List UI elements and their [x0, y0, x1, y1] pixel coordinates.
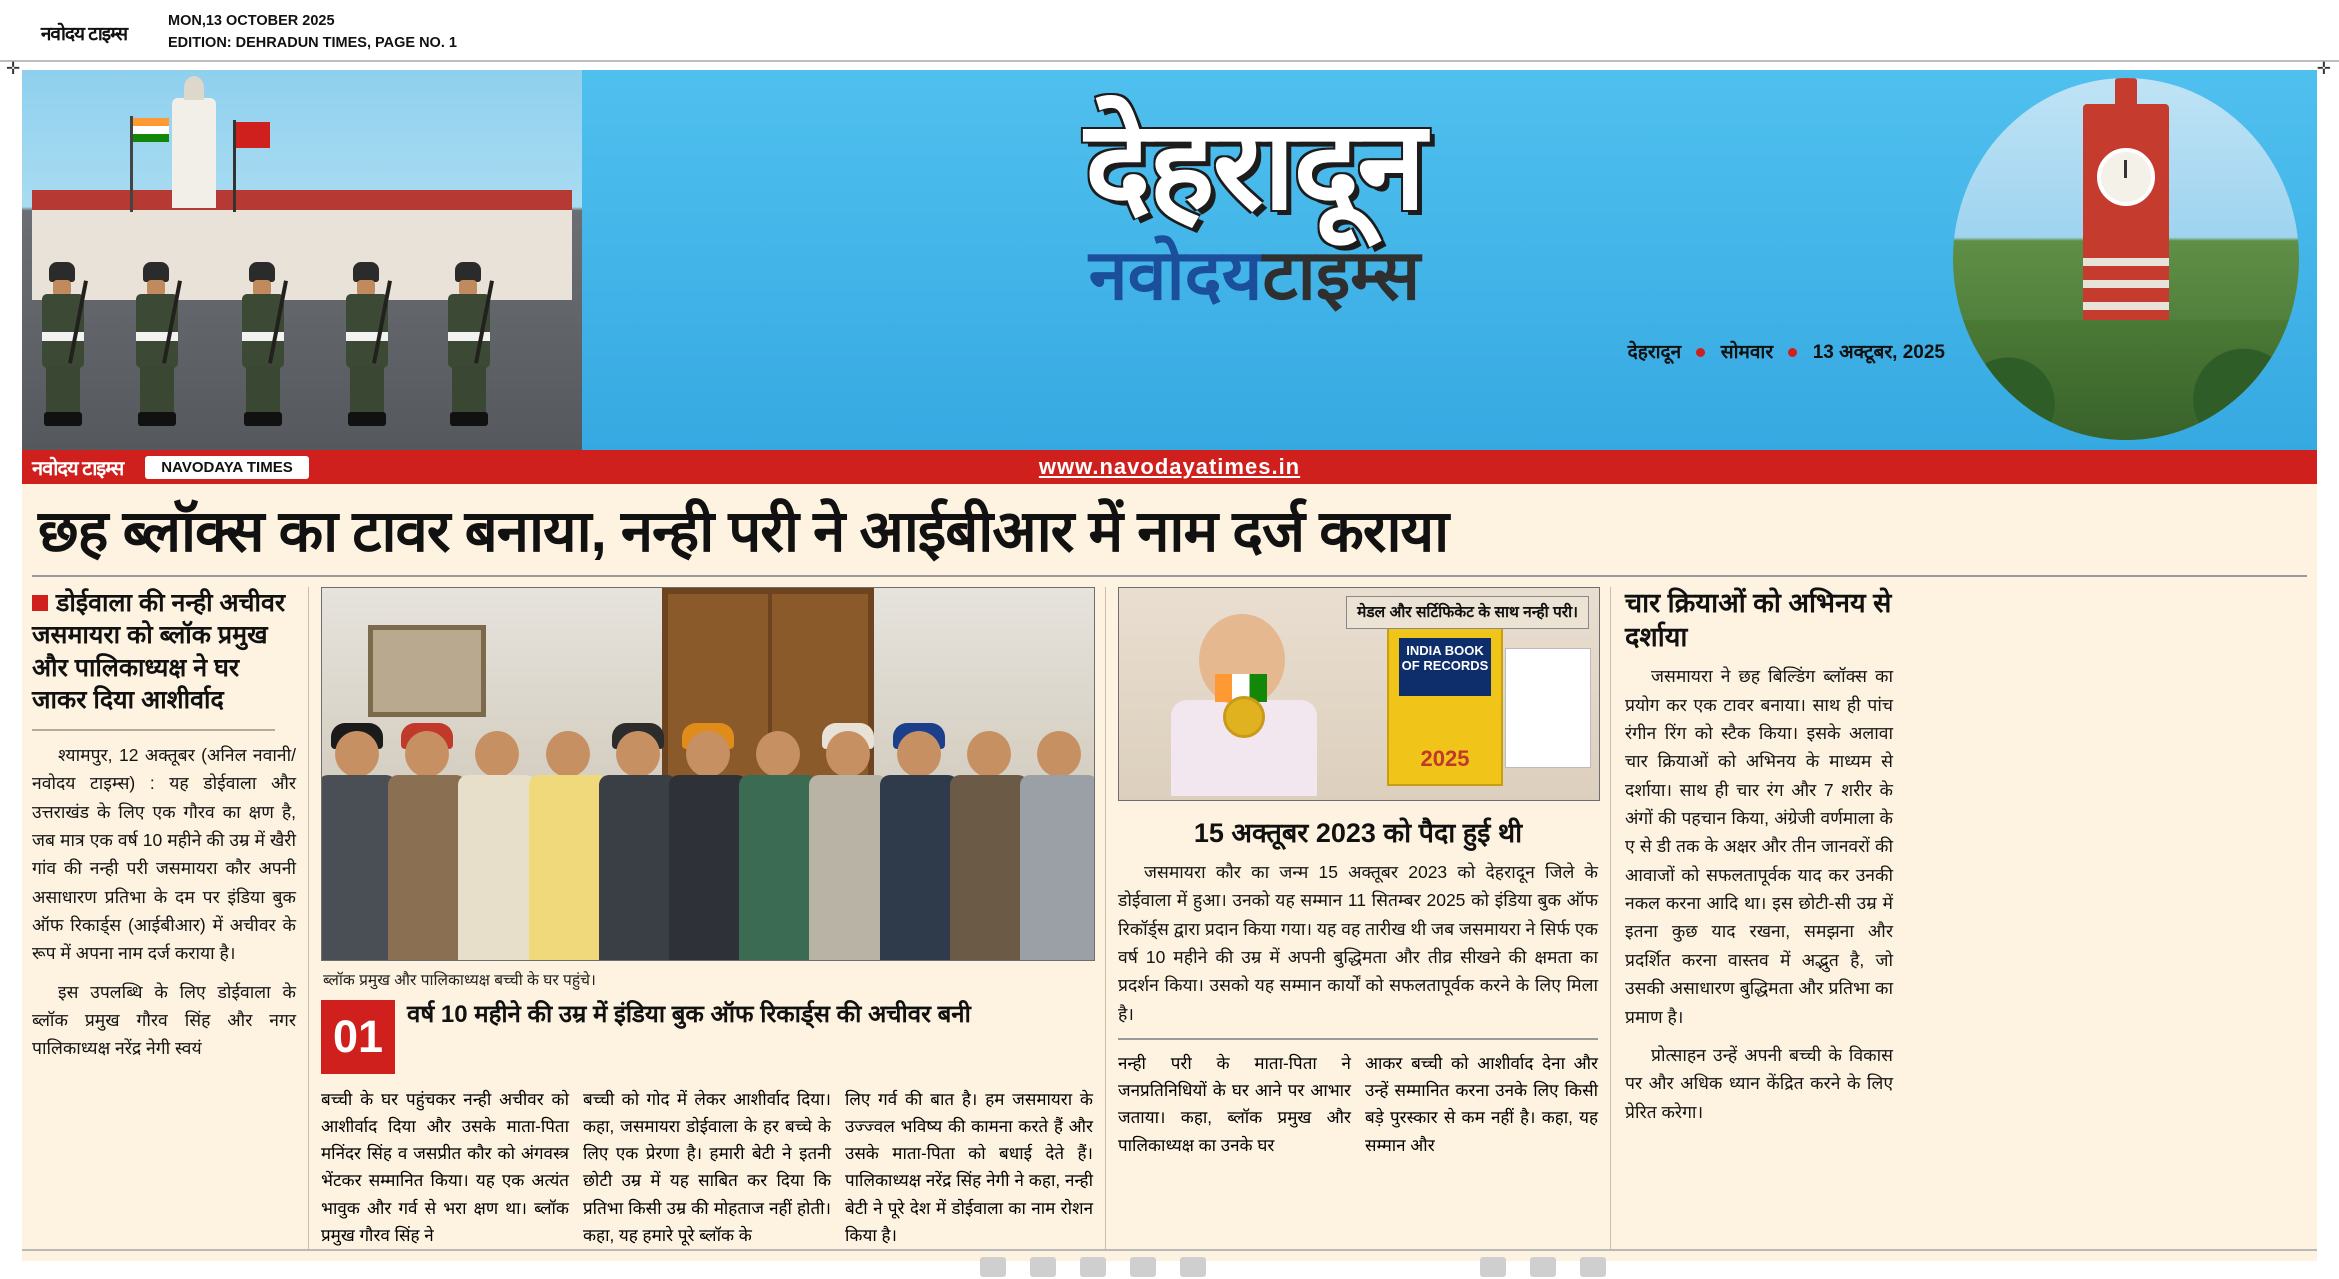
body-column-3: लिए गर्व की बात है। हम जसमायरा के उज्ज्वल भविष्य की कामना करते हैं और उसके माता-पिता को बधाई देते हैं। पालिकाध्यक्ष नरेंद्र सिंह नेगी ने कहा, नन्ही बेटी ने पूरे देश में डोईवाला का नाम रोशन किया है।: [845, 1089, 1093, 1245]
article-lead: [32, 741, 296, 1063]
lead-paragraph-2: इस उपलब्धि के लिए डोईवाला के ब्लॉक प्रमुख गौरव सिंह और नगर पालिकाध्यक्ष नरेंद्र नेगी स्वयं: [32, 981, 296, 1059]
footer-icon: [1580, 1257, 1606, 1277]
masthead-subtitle-grey: टाइम्स: [1262, 236, 1421, 314]
bullet-dot-icon: [1696, 348, 1705, 357]
sidebar-body: [1625, 662, 1893, 1126]
column-right: [1105, 587, 1610, 1249]
column-far-right: [1610, 587, 1893, 1249]
group-photo: [321, 587, 1095, 961]
footer-icons: [0, 1253, 2339, 1279]
footer-icon: [1080, 1257, 1106, 1277]
bottom-column-1: नन्ही परी के माता-पिता ने जनप्रतिनिधियों के घर आने पर आभार जताया। कहा, ब्लॉक प्रमुख और पालिकाध्यक्ष का उनके घर: [1118, 1053, 1351, 1155]
strip-english-name: NAVODAYA TIMES: [145, 456, 308, 479]
masthead-banner: [22, 70, 2317, 450]
divider: [1118, 1038, 1598, 1040]
photo-overlay-caption: मेडल और सर्टिफिकेट के साथ नन्ही परी।: [1346, 596, 1589, 629]
column-center: [309, 587, 1105, 1249]
baby-lead-text: जसमायरा कौर का जन्म 15 अक्तूबर 2023 को देहरादून जिले के डोईवाला में हुआ। उनको यह सम्मान 11 सितम्बर 2025 को इंडिया बुक ऑफ रिकॉर्ड्स द्वारा प्रदान किया गया। यह वह तारीख थी जब जसमायरा ने सिर्फ एक वर्ष 10 महीने की उम्र में अपनी बुद्धिमता और तीव्र सीखने की क्षमता का प्रदर्शन किया। उसको यह सम्मान कार्यों को सफलतापूर्वक करने के लिए मिला है।: [1118, 861, 1598, 1024]
dateline-city: देहरादून: [1627, 342, 1682, 363]
baby-photo: [1118, 587, 1600, 801]
edition-name: EDITION: DEHRADUN TIMES, PAGE NO. 1: [168, 35, 457, 51]
divider: [32, 729, 275, 731]
bullet-dot-icon: [1788, 348, 1797, 357]
masthead-title-block: [522, 97, 1987, 314]
footer-divider: [22, 1249, 2317, 1251]
body-column-2: बच्ची को गोद में लेकर आशीर्वाद दिया। कहा, जसमायरा डोईवाला के हर बच्चे के लिए एक प्रेरणा है। हमारी बेटी ने इतनी छोटी उम्र में यह साबित कर दिया कि प्रतिभा किसी उम्र की मोहताज नहीं होती। कहा, यह हमारे पूरे ब्लॉक के: [583, 1089, 831, 1245]
certificate: [1505, 648, 1591, 768]
book-title-text: INDIA BOOK OF RECORDS: [1399, 638, 1491, 696]
page-title: छह ब्लॉक्स का टावर बनाया, नन्ही परी ने आईबीआर में नाम दर्ज कराया: [38, 499, 1449, 564]
masthead-dateline: [1628, 338, 1945, 364]
brand-strip: [22, 450, 2317, 484]
red-square-icon: [32, 595, 48, 611]
masthead-subtitle: [522, 236, 1987, 314]
sidebar-headline: चार क्रियाओं को अभिनय से दर्शाया: [1625, 587, 1892, 652]
book-year-text: 2025: [1420, 745, 1470, 771]
page-body: [22, 484, 2317, 1261]
footer-icon: [1180, 1257, 1206, 1277]
crop-mark-right: ✛: [2316, 59, 2331, 78]
body-columns: [321, 1086, 1093, 1249]
photo-caption: ब्लॉक प्रमुख और पालिकाध्यक्ष बच्ची के घर पहुंचे।: [323, 971, 596, 989]
divider: [0, 60, 2339, 62]
article-columns: [22, 577, 2317, 1249]
footer-icon: [1480, 1257, 1506, 1277]
bottom-column-2: आकर बच्ची को आशीर्वाद देना और उन्हें सम्मानित करना उनके लिए किसी बड़े पुरस्कार से कम नहीं है। कहा, यह सम्मान और: [1365, 1053, 1598, 1155]
numbered-subhead: [321, 1000, 1093, 1074]
footer-icon: [1030, 1257, 1056, 1277]
sidebar-paragraph-1: जसमायरा ने छह बिल्डिंग ब्लॉक्स का प्रयोग कर एक टावर बनाया। साथ ही पांच रंगीन रिंग को स्टैक किया। इसके अलावा चार क्रियाओं को अभिनय के माध्यम से दर्शाया। साथ ही चार रंग और 7 शरीर के अंगों की पहचान किया, अंग्रेजी वर्णमाला के ए से डी तक के अक्षर और तीन जानवरों की आवाजों को सफलतापूर्वक याद कर उनकी नकल करना आदि था। इस छोटी-सी उम्र में इतना कुछ याद रखना, समझना और प्रदर्शित करना वास्तव में अद्भुत है, जो उसकी असाधारण बुद्धिमता और प्रतिभा का प्रमाण है।: [1625, 666, 1893, 1027]
clock-tower-photo: [1953, 78, 2299, 440]
baby-lead-paragraph: [1118, 858, 1598, 1028]
footer-icon: [1130, 1257, 1156, 1277]
body-column-1: बच्ची के घर पहुंचकर नन्ही अचीवर को आशीर्वाद दिया और उसके माता-पिता मनिंदर सिंह व जसप्रीत कौर को अंगवस्त्र भेंटकर सम्मानित किया। यह एक अत्यंत भावुक और गर्व से भरा क्षण था। ब्लॉक प्रमुख गौरव सिंह ने: [321, 1089, 569, 1245]
bottom-columns: [1118, 1050, 1598, 1159]
website-url[interactable]: www.navodayatimes.in: [1038, 454, 1301, 479]
article-kicker: [32, 587, 296, 717]
crop-mark-left: ✛: [6, 59, 21, 78]
subheadline: वर्ष 10 महीने की उम्र में इंडिया बुक ऑफ रिकार्ड्स की अचीवर बनी: [407, 1000, 971, 1028]
masthead-main-title: देहरादून: [1084, 97, 1425, 235]
section-headline: 15 अक्तूबर 2023 को पैदा हुई थी: [1193, 817, 1523, 848]
strip-logo: नवोदय टाइम्स: [32, 457, 124, 480]
masthead-subtitle-blue: नवोदय: [1088, 236, 1263, 314]
dateline-date: 13 अक्टूबर, 2025: [1812, 342, 1945, 363]
edition-info: [168, 11, 457, 55]
mini-logo: नवोदय टाइम्स: [40, 24, 128, 45]
item-number-badge: 01: [321, 1000, 395, 1074]
sidebar-paragraph-2: प्रोत्साहन उन्हें अपनी बच्ची के विकास पर और अधिक ध्यान केंद्रित करने के लिए प्रेरित करेगा।: [1625, 1044, 1893, 1122]
footer-icon: [980, 1257, 1006, 1277]
lead-paragraph-1: श्यामपुर, 12 अक्तूबर (अनिल नवानी/नवोदय टाइम्स) : यह डोईवाला और उत्तराखंड के लिए एक गौरव का क्षण है, जब मात्र एक वर्ष 10 महीने की उम्र में खैरी गांव की नन्ही परी जसमायरा कौर अपनी असाधारण प्रतिभा के दम पर इंडिया बुक ऑफ रिकार्ड्स (आईबीआर) में अचीवर के रूप में अपना नाम दर्ज कराया है।: [32, 744, 296, 964]
column-left: [32, 587, 309, 1249]
parade-photo: [22, 70, 582, 450]
top-meta-bar: [0, 0, 2339, 62]
footer-icon: [1530, 1257, 1556, 1277]
dateline-day: सोमवार: [1720, 342, 1774, 363]
kicker-text: डोईवाला की नन्ही अचीवर जसमायरा को ब्लॉक प्रमुख और पालिकाध्यक्ष ने घर जाकर दिया आशीर्वाद: [32, 588, 286, 715]
edition-date: MON,13 OCTOBER 2025: [168, 13, 335, 30]
